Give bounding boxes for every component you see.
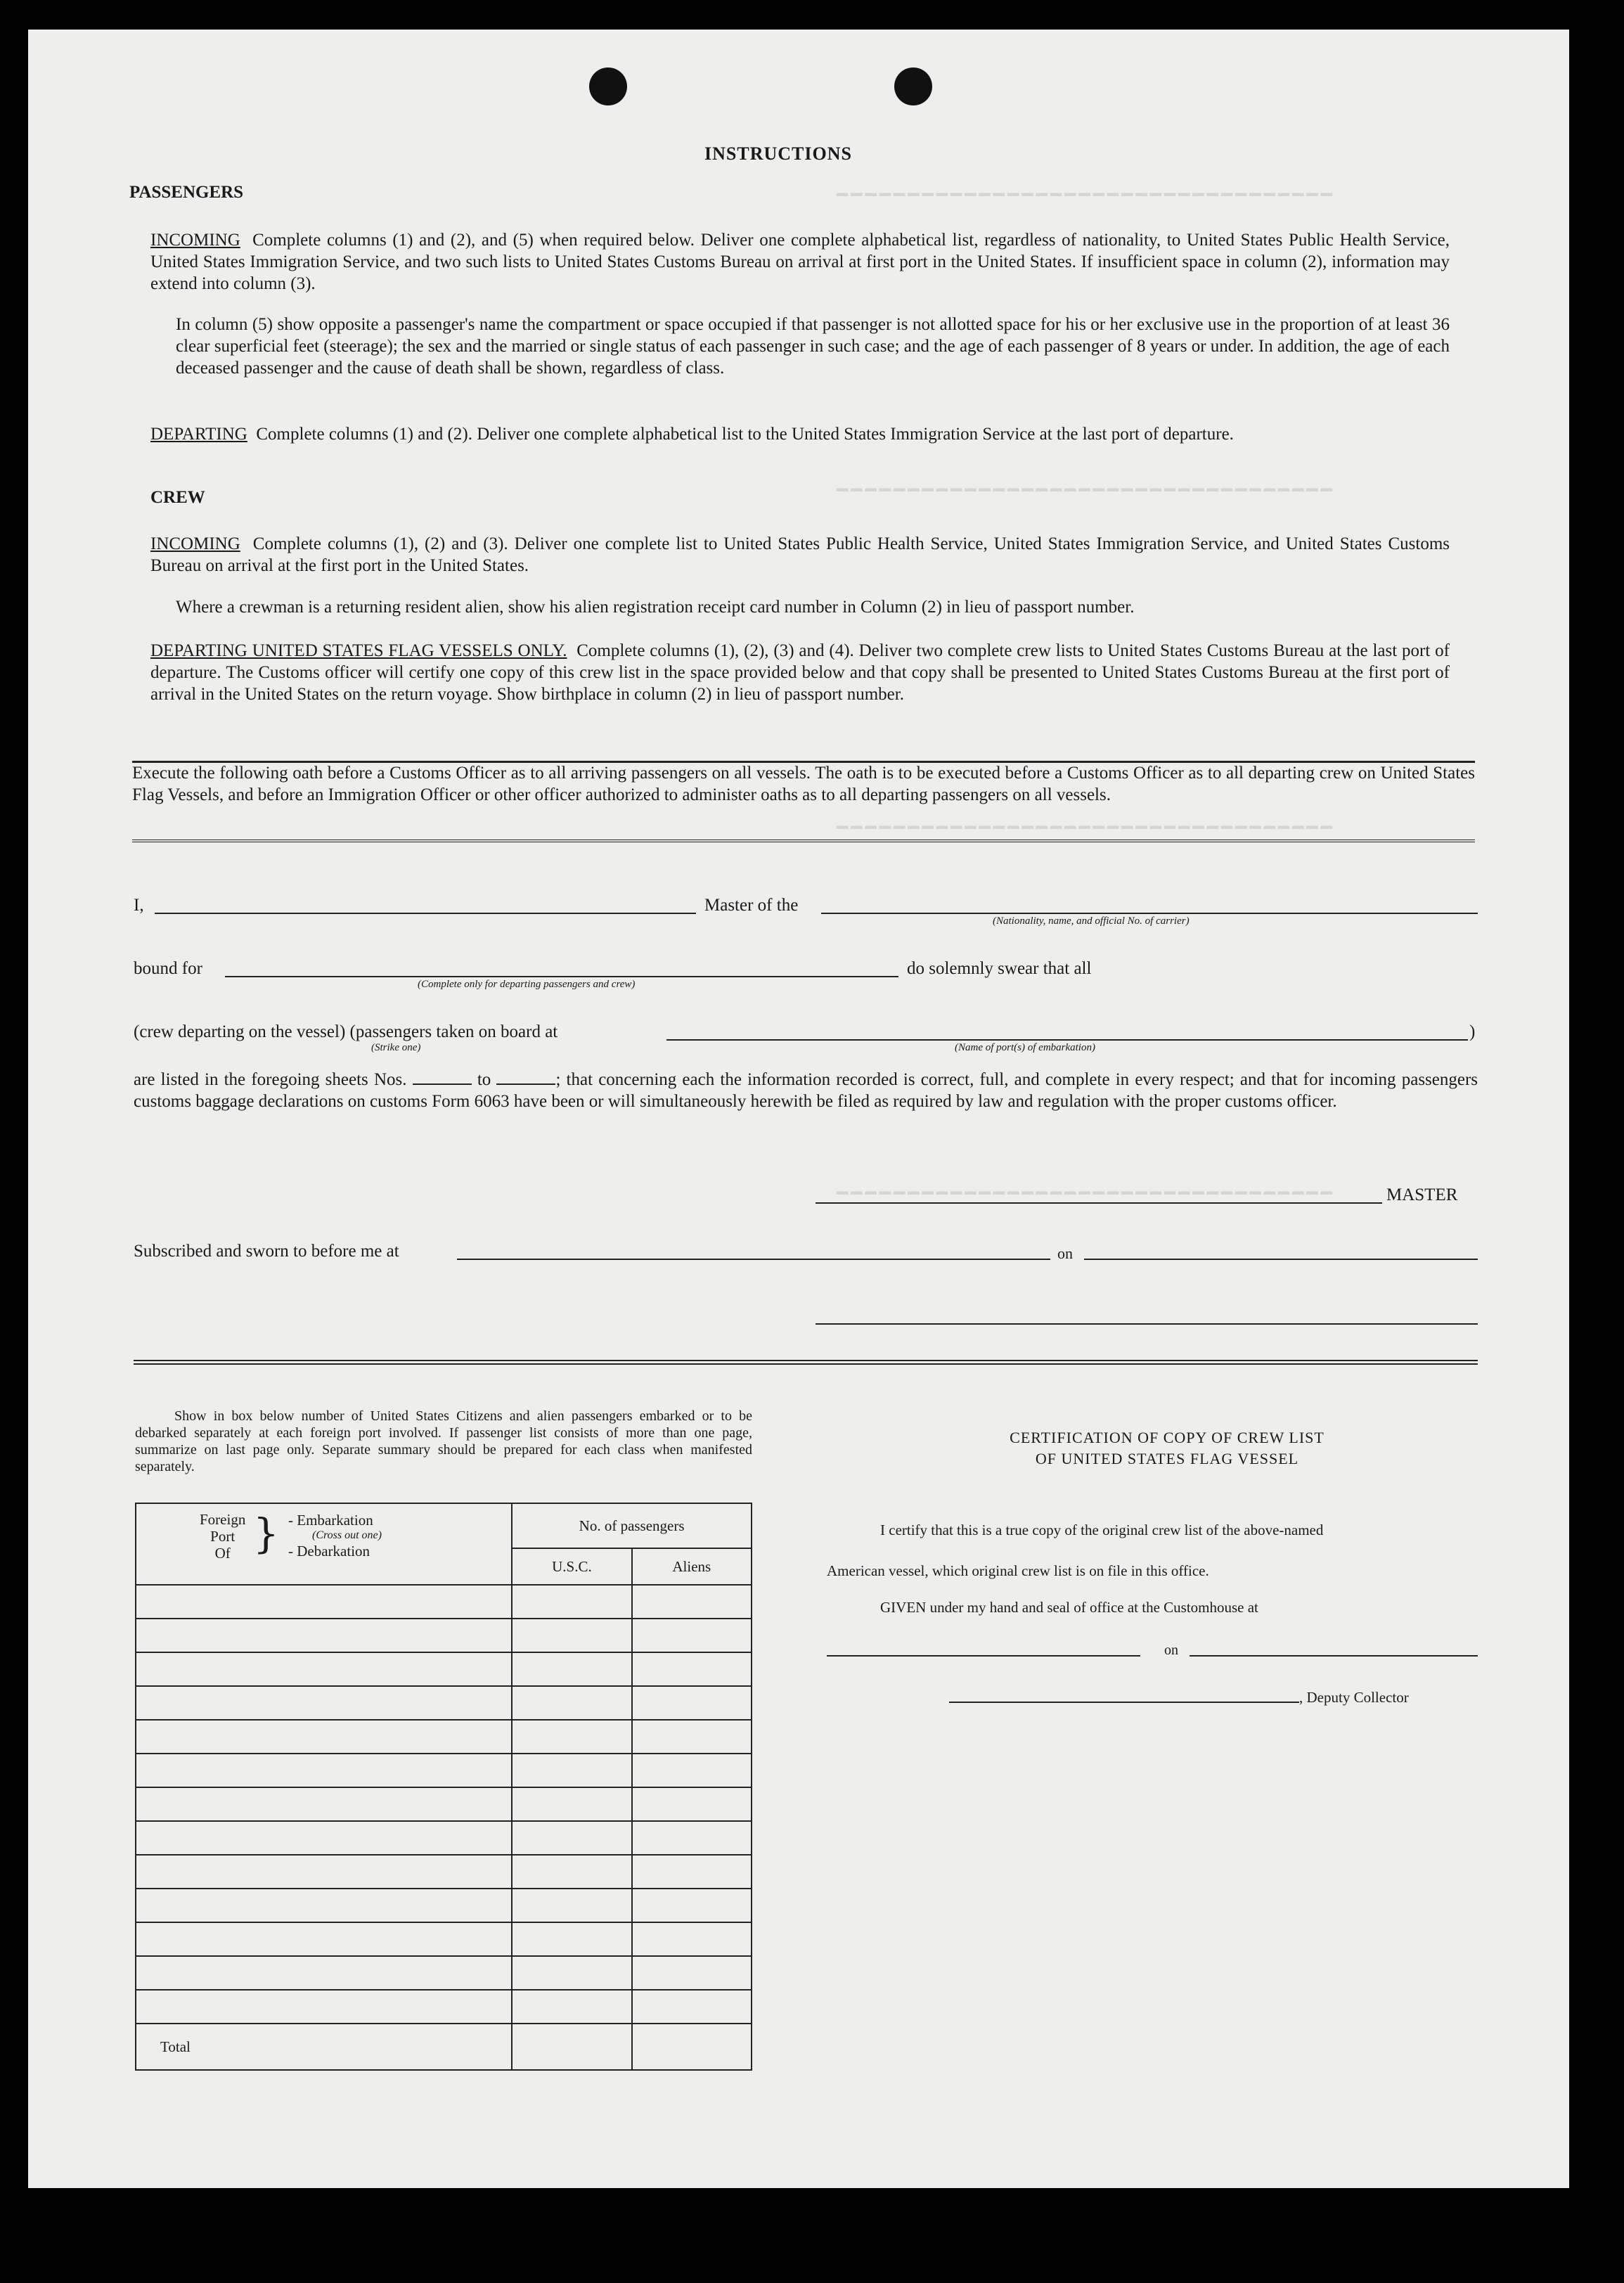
passengers-incoming-label: INCOMING [150,231,240,250]
master-signature-label: MASTER [1386,1185,1458,1204]
carrier-field[interactable] [821,913,1478,914]
table-row [136,1652,752,1686]
aliens-cell[interactable] [632,1990,752,2024]
table-row [136,1619,752,1652]
port-header-cell [136,1503,512,1585]
page-title: INSTRUCTIONS [704,143,852,164]
usc-cell[interactable] [512,1686,631,1720]
usc-cell[interactable] [512,1619,631,1652]
bleed-through-texture: ━━━━━━━━━━━━━━━━━━━━━━━━━━━━━━━━━━━ [837,186,1335,207]
crew-departing-label: DEPARTING UNITED STATES FLAG VESSELS ONLY. [150,641,567,660]
cross-out-note: (Cross out one) [312,1529,382,1541]
usc-cell[interactable] [512,1652,631,1686]
certification-date-field[interactable] [1190,1655,1478,1657]
aliens-cell[interactable] [632,1787,752,1821]
bleed-through-texture: ━━━━━━━━━━━━━━━━━━━━━━━━━━━━━━━━━━━ [837,482,1335,503]
oath-sheets-statement: are listed in the foregoing sheets Nos. to ; that concerning each the information recorded is correct, full, and complete in every respect; and that for incoming passengers customs baggage declarations on customs Form 6063 have been or will simultaneously herewith be filed as required by law and regulation with the proper customs officer. [134,1070,1478,1111]
port-cell[interactable] [136,1619,512,1652]
deputy-collector-signature-field[interactable] [949,1702,1299,1703]
crew-heading: CREW [150,488,205,507]
no-of-passengers-header: No. of passengers [512,1503,752,1548]
port-cell[interactable] [136,1889,512,1922]
master-signature-field[interactable] [816,1202,1382,1204]
table-total-row [136,2024,752,2070]
sheet-from-field[interactable] [413,1071,472,1085]
aliens-cell[interactable] [632,1754,752,1787]
sworn-place-field[interactable] [457,1259,1050,1260]
passengers-incoming-instructions [150,229,1450,295]
bound-for-label: bound for [134,959,202,978]
sworn-on-label: on [1057,1245,1073,1262]
port-cell[interactable] [136,1754,512,1787]
usc-cell[interactable] [512,1990,631,2024]
aliens-cell[interactable] [632,1889,752,1922]
usc-cell[interactable] [512,1585,631,1619]
punch-hole-left [589,67,627,105]
oath-divider [132,840,1475,844]
passengers-departing-instructions [150,423,1450,445]
lower-section-divider [134,1360,1478,1369]
certification-on-label: on [1164,1642,1178,1658]
table-header-row [136,1503,752,1548]
passengers-column5-instructions: In column (5) show opposite a passenger's name the compartment or space occupied if that passenger is not allotted space for his or her exclusive use in the proportion of at least 36 clear superficial feet (steerage); the sex and the married or single status of each passenger in such case; and the age of each passenger of 8 years or under. In addition, the age of each deceased passenger and the cause of death shall be shown, regardless of class. [176,315,1450,378]
punch-hole-right [894,67,932,105]
crew-departing-instructions [150,640,1450,705]
usc-cell[interactable] [512,1720,631,1754]
swear-label: do solemnly swear that all [907,959,1092,978]
deputy-collector-label: , Deputy Collector [1299,1689,1409,1706]
total-usc-cell[interactable] [512,2024,631,2070]
oath-i-label: I, [134,896,144,915]
total-label: Total [136,2024,512,2070]
usc-cell[interactable] [512,1922,631,1956]
bleed-through-texture: ━━━━━━━━━━━━━━━━━━━━━━━━━━━━━━━━━━━ [837,819,1335,840]
port-cell[interactable] [136,1585,512,1619]
bound-for-field[interactable] [225,976,898,977]
certification-text-2: American vessel, which original crew list is on file in this office. [827,1562,1209,1579]
crew-resident-alien-note: Where a crewman is a returning resident alien, show his alien registration receipt card number in Column (2) in lieu of passport number. [176,598,1135,617]
oath-intro: Execute the following oath before a Customs Officer as to all arriving passengers on all vessels. The oath is to be executed before a Customs Officer as to all departing crew on United States Flag Vessels, and before an Immigration Officer or other officer authorized to administer oaths as to all departing passengers on all vessels. [132,764,1475,804]
form-page [28,30,1569,2188]
aliens-cell[interactable] [632,1652,752,1686]
embarkation-option: - Embarkation [288,1512,373,1529]
certification-heading-line1: CERTIFICATION OF COPY OF CREW LIST [1010,1429,1325,1446]
crew-incoming-label: INCOMING [150,534,240,553]
usc-cell[interactable] [512,1821,631,1855]
certification-heading-line2: OF UNITED STATES FLAG VESSEL [1035,1450,1299,1467]
carrier-note: (Nationality, name, and official No. of carrier) [993,915,1190,927]
aliens-cell[interactable] [632,1821,752,1855]
passengers-incoming-text: Complete columns (1) and (2), and (5) when required below. Deliver one complete alphabetical list, regardless of nationality, to United States Public Health Service, United States Immigration Service, and two such lists to United States Customs Bureau on arrival at first port in the United States. If insufficient space in column (2), information may extend into column (3). [150,231,1450,293]
master-name-field[interactable] [155,913,696,914]
passenger-summary-table [135,1503,752,2071]
aliens-cell[interactable] [632,1922,752,1956]
subscribed-label: Subscribed and sworn to before me at [134,1242,399,1261]
of-label: Of [214,1545,231,1562]
table-body [136,1585,752,2024]
aliens-cell[interactable] [632,1585,752,1619]
aliens-cell[interactable] [632,1619,752,1652]
table-row [136,1821,752,1855]
table-row [136,1585,752,1619]
total-aliens-cell[interactable] [632,2024,752,2070]
table-row [136,1720,752,1754]
summary-instructions: Show in box below number of United States Citizens and alien passengers embarked or to be debarked separately at each foreign port involved. If passenger list consists of more than one page, summarize on last page only. Separate summary should be prepared for each class when manifested separately. [135,1408,752,1474]
brace-symbol: } [253,1510,279,1557]
table-row [136,1922,752,1956]
passengers-departing-text: Complete columns (1) and (2). Deliver one complete alphabetical list to the United States Immigration Service at the last port of departure. [256,425,1234,444]
table-row [136,1990,752,2024]
table-row [136,1754,752,1787]
port-cell[interactable] [136,1686,512,1720]
crew-departing-text: Complete columns (1), (2), (3) and (4). Deliver two complete crew lists to United States Customs Bureau at the last port of departure. The Customs officer will certify one copy of this crew list in the space provided below and that copy shall be presented to United States Customs Bureau at the first port of arrival in the United States on the return voyage. Show birthplace in column (2) in lieu of passport number. [150,641,1450,704]
certification-text-3: GIVEN under my hand and seal of office at the Customhouse at [880,1599,1258,1616]
port-label: Port [210,1528,236,1545]
sworn-date-field[interactable] [1084,1259,1478,1260]
port-cell[interactable] [136,1787,512,1821]
usc-cell[interactable] [512,1787,631,1821]
crew-departing-label-line: (crew departing on the vessel) (passengers taken on board at [134,1022,558,1041]
close-paren: ) [1469,1022,1476,1041]
passengers-departing-label: DEPARTING [150,425,247,444]
usc-cell[interactable] [512,1855,631,1889]
usc-cell[interactable] [512,1889,631,1922]
customhouse-field[interactable] [827,1655,1140,1657]
certification-text-1: I certify that this is a true copy of the original crew list of the above-named [880,1522,1324,1538]
foreign-label: Foreign [200,1511,246,1528]
sheet-to-field[interactable] [496,1071,555,1085]
usc-header: U.S.C. [512,1548,631,1585]
table-row [136,1956,752,1990]
ports-note: (Name of port(s) of embarkation) [955,1042,1095,1053]
strike-one-note: (Strike one) [371,1042,421,1053]
certification-heading [858,1427,1476,1470]
embarkation-ports-field[interactable] [666,1039,1468,1041]
passengers-heading: PASSENGERS [129,183,244,202]
debarkation-option: - Debarkation [288,1543,370,1559]
master-of-the-label: Master of the [704,896,799,915]
port-cell[interactable] [136,1956,512,1990]
table-row [136,1686,752,1720]
bleed-through-texture: ━━━━━━━━━━━━━━━━━━━━━━━━━━━━━━━━━━━ [837,1185,1335,1206]
crew-incoming-instructions [150,533,1450,577]
port-cell[interactable] [136,1990,512,2024]
aliens-cell[interactable] [632,1855,752,1889]
port-cell[interactable] [136,1821,512,1855]
officer-signature-field[interactable] [816,1323,1478,1325]
table-row [136,1787,752,1821]
aliens-header: Aliens [632,1548,752,1585]
aliens-cell[interactable] [632,1956,752,1990]
crew-incoming-text: Complete columns (1), (2) and (3). Deliver one complete list to United States Public Health Service, United States Immigration Service, and United States Customs Bureau on arrival at the first port in the United States. [150,534,1450,575]
port-cell[interactable] [136,1855,512,1889]
port-cell[interactable] [136,1922,512,1956]
aliens-cell[interactable] [632,1686,752,1720]
port-cell[interactable] [136,1652,512,1686]
aliens-cell[interactable] [632,1720,752,1754]
usc-cell[interactable] [512,1754,631,1787]
table-row [136,1855,752,1889]
bound-for-note: (Complete only for departing passengers and crew) [418,979,636,990]
usc-cell[interactable] [512,1956,631,1990]
port-cell[interactable] [136,1720,512,1754]
table-row [136,1889,752,1922]
